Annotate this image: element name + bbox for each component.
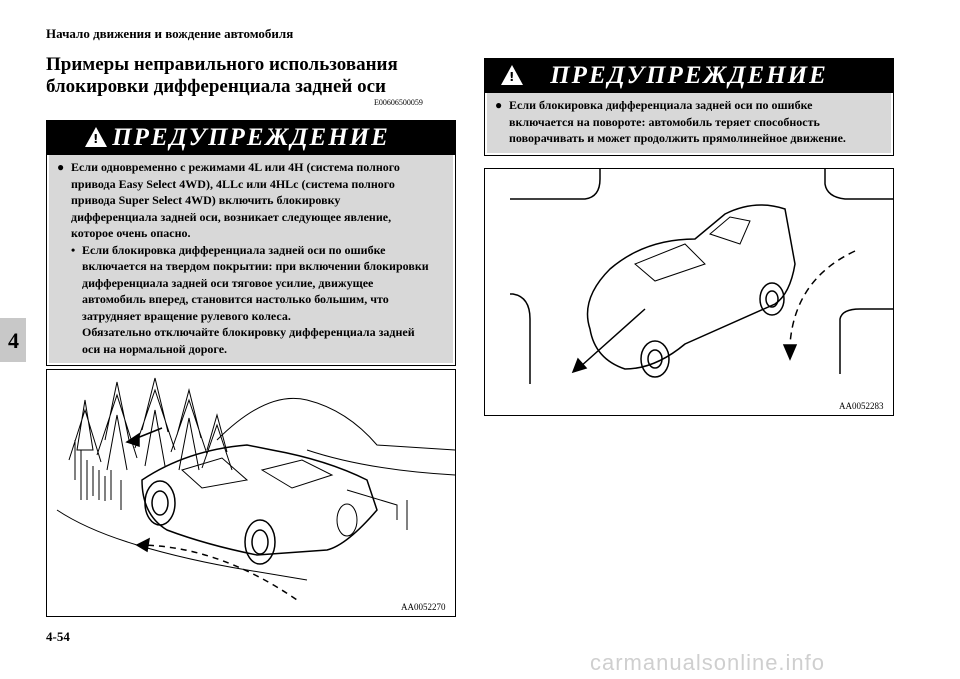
road-edge-far bbox=[307, 450, 455, 475]
bullet-item bbox=[495, 97, 883, 147]
warning-heading: ПРЕДУПРЕЖДЕНИЕ bbox=[550, 62, 828, 89]
text-line: затрудняет вращение рулевого колеса. bbox=[82, 308, 291, 323]
figure-code: AA0052270 bbox=[401, 602, 446, 612]
figure-left bbox=[46, 369, 456, 617]
warning-body bbox=[49, 155, 453, 363]
text-line: автомобиль вперед, становится настолько большим, что bbox=[82, 292, 389, 306]
road-corner-bottom-left bbox=[510, 294, 530, 384]
section-code: E00606500059 bbox=[374, 98, 423, 107]
arrow-head-icon bbox=[784, 345, 796, 359]
bullet-text bbox=[71, 159, 400, 242]
warning-heading: ПРЕДУПРЕЖДЕНИЕ bbox=[112, 124, 390, 151]
text-line: привода Super Select 4WD) включить блокировку bbox=[71, 193, 341, 207]
sub-bullet-text bbox=[82, 242, 429, 358]
text-line: Если одновременно с режимами 4L или 4H (система полного bbox=[71, 160, 400, 174]
warning-box-right bbox=[484, 58, 894, 156]
page-number: 4-54 bbox=[46, 629, 70, 644]
forest-illustration bbox=[69, 378, 232, 510]
illustration-car-turning bbox=[485, 169, 893, 415]
text-line: дифференциала задней оси, возникает следующее явление, bbox=[71, 209, 392, 224]
arrow-head-icon bbox=[137, 539, 149, 551]
small-bullet-icon: • bbox=[71, 242, 76, 257]
filled-circle-bullet-icon: ● bbox=[57, 160, 65, 174]
running-header: Начало движения и вождение автомобиля bbox=[46, 26, 294, 41]
figure-code: AA0052283 bbox=[839, 401, 884, 411]
filled-circle-bullet-icon: ● bbox=[495, 98, 503, 112]
text-line: включается на повороте: автомобиль теряет способность bbox=[509, 114, 820, 129]
car-illustration bbox=[588, 205, 796, 377]
dashed-turn-path-arrow bbox=[790, 251, 855, 344]
section-title-line-2: блокировки дифференциала задней оси bbox=[46, 76, 386, 97]
car-illustration bbox=[142, 445, 377, 564]
text-line: которое очень опасно. bbox=[71, 226, 191, 240]
arrow-head-icon bbox=[573, 359, 586, 372]
section-title-line-1: Примеры неправильного использования bbox=[46, 54, 398, 75]
chapter-number: 4 bbox=[8, 328, 19, 353]
figure-right bbox=[484, 168, 894, 416]
hill-outline bbox=[217, 398, 455, 450]
warning-body bbox=[487, 93, 891, 153]
warning-header bbox=[485, 59, 893, 93]
warning-box-left bbox=[46, 120, 456, 366]
warning-header bbox=[47, 121, 455, 155]
text-line: Обязательно отключайте блокировку дифференциала задней bbox=[82, 325, 415, 339]
road-edge-near bbox=[57, 510, 307, 580]
road-corner-bottom-right bbox=[840, 309, 893, 374]
text-line: дифференциала задней оси тяговое усилие, движущее bbox=[82, 275, 374, 290]
text-line: включается на твердом покрытии: при включении блокировки bbox=[82, 259, 429, 273]
text-line: Если блокировка дифференциала задней оси по ошибке bbox=[82, 242, 386, 257]
section-title bbox=[46, 54, 446, 98]
text-line: поворачивать и может продолжить прямолинейное движение. bbox=[509, 131, 846, 145]
bullet-item bbox=[57, 159, 445, 242]
watermark: carmanualsonline.info bbox=[590, 650, 826, 675]
road-corner-top-left bbox=[510, 169, 600, 199]
illustration-car-off-road bbox=[47, 370, 455, 616]
text-line: привода Easy Select 4WD), 4LLc или 4HLc (система полного bbox=[71, 176, 395, 191]
straight-direction-arrow bbox=[580, 309, 645, 367]
text-line: оси на нормальной дороге. bbox=[82, 341, 228, 356]
warning-triangle-icon: ! bbox=[85, 127, 107, 147]
road-corner-top-right bbox=[825, 169, 893, 199]
sub-bullet-item bbox=[71, 242, 445, 358]
arrow-head-icon bbox=[127, 434, 139, 446]
text-line: Если блокировка дифференциала задней оси по ошибке bbox=[509, 98, 813, 112]
warning-triangle-icon: ! bbox=[501, 65, 523, 85]
bullet-text bbox=[509, 97, 846, 147]
